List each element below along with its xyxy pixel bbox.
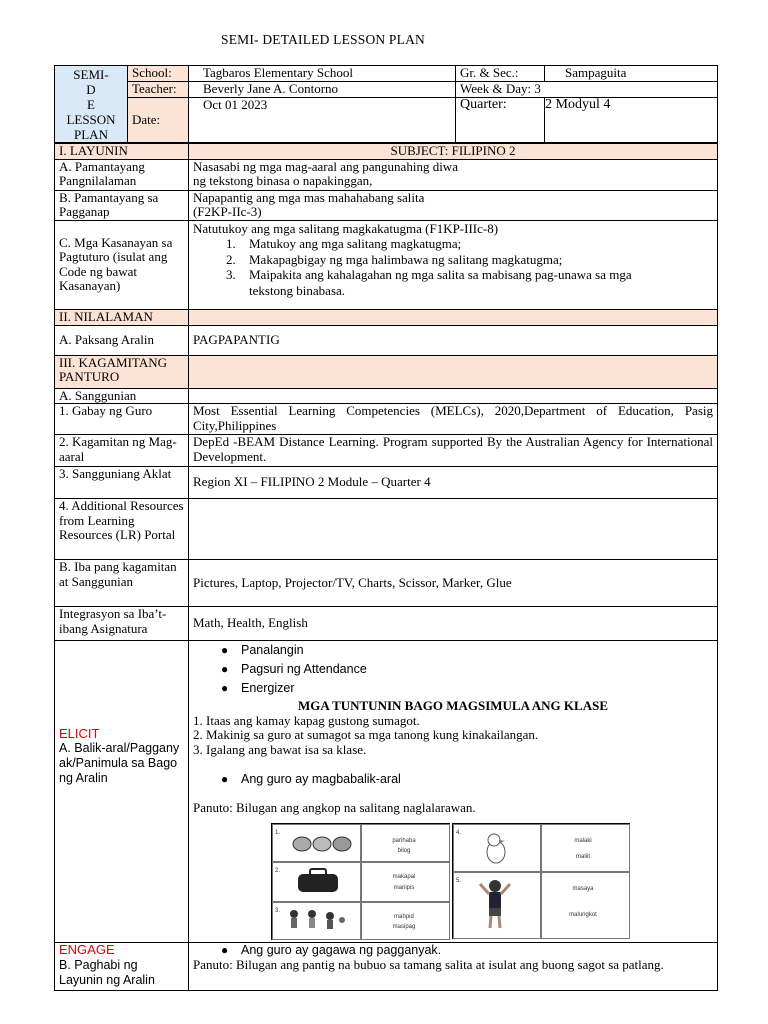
rules-heading: MGA TUNTUNIN BAGO MAGSIMULA ANG KLASE: [298, 698, 608, 713]
pagganap-label: B. Pamantayang sa Pagganap: [55, 190, 189, 220]
worksheet-number: 3.: [275, 908, 281, 914]
header-table: [54, 65, 718, 143]
subject-heading: SUBJECT: FILIPINO 2: [189, 144, 718, 160]
rule-line: 3. Igalang ang bawat isa sa klase.: [193, 741, 367, 757]
aklat-value: Region XI – FILIPINO 2 Module – Quarter 4: [189, 467, 718, 499]
aklat-label: 3. Sangguniang Aklat: [55, 467, 189, 499]
engage-content: [189, 943, 718, 991]
teacher-value: Beverly Jane A. Contorno: [189, 82, 456, 98]
paksa-value: PAGPAPANTIG: [189, 325, 718, 355]
bag-icon: [294, 868, 344, 894]
kasanayan-item: 1. Matukoy ang mga salitang magkatugma;: [239, 236, 713, 252]
worksheet-word: malungkot: [569, 912, 597, 918]
iba-value: Pictures, Laptop, Projector/TV, Charts, Scissor, Marker, Glue: [189, 560, 718, 607]
layunin-heading: I. LAYUNIN: [55, 144, 189, 160]
pangnilalaman-line: Nasasabi ng mga mag-aaral ang pangunahing diwa: [193, 159, 458, 174]
quarter-label: Quarter:: [456, 98, 545, 143]
worksheet-word: parihaba: [392, 838, 416, 844]
weekday-cell: [456, 82, 718, 98]
side-label-cell: [55, 66, 128, 143]
bullet-dot-icon: ●: [221, 772, 229, 786]
worksheet-word: maliit: [575, 854, 590, 860]
elicit-panuto: Panuto: Bilugan ang angkop na salitang naglalarawan.: [193, 800, 476, 815]
bullet-item: ● Ang guro ay magbabalik-aral: [241, 770, 713, 789]
teacher-label: Teacher:: [128, 82, 189, 98]
worksheet-word: mahpid: [394, 914, 414, 920]
bullet-dot-icon: ●: [221, 681, 229, 695]
kagamitan-heading: III. KAGAMITANG PANTURO: [55, 355, 189, 388]
weekday-value: 3: [534, 81, 541, 97]
worksheet-word: makapal: [392, 874, 416, 880]
kagamitan-heading-blank: [189, 355, 718, 388]
document-title: SEMI- DETAILED LESSON PLAN: [221, 32, 425, 47]
paksa-label: A. Paksang Aralin: [55, 325, 189, 355]
plates-icon: [292, 834, 352, 854]
nilalaman-heading-blank: [189, 309, 718, 325]
bullet-dot-icon: ●: [221, 943, 229, 957]
pagganap-line: (F2KP-IIc-3): [193, 204, 262, 219]
worksheet-word: masipag: [392, 924, 416, 930]
elicit-label-cell: [55, 641, 189, 943]
children-icon: [286, 908, 348, 932]
additional-value: [189, 499, 718, 560]
bullet-item: ● Ang guro ay gagawa ng pagganyak.: [221, 943, 442, 957]
worksheet-number: 1.: [275, 830, 281, 836]
side-label-line: LESSON: [66, 112, 116, 127]
bullet-dot-icon: ●: [221, 662, 229, 676]
side-label-line: PLAN: [74, 127, 108, 142]
worksheet-row: [540, 824, 630, 873]
date-label: Date:: [128, 98, 189, 143]
elicit-content: [189, 641, 718, 943]
kasanayan-label: C. Mga Kasanayan sa Pagtuturo (isulat ang Code ng bawat Kasanayan): [55, 220, 189, 309]
worksheet-number: 2.: [275, 868, 281, 874]
elicit-bullets: [193, 641, 713, 698]
worksheet-number: 4.: [456, 830, 462, 836]
integrasyon-label: Integrasyon sa Iba’t-ibang Asignatura: [55, 607, 189, 641]
worksheet-panel-right: [452, 823, 630, 939]
pangnilalaman-value: [189, 159, 718, 190]
grsec-label: Gr. & Sec.:: [456, 66, 545, 82]
bullet-item: ● Energizer: [241, 679, 713, 698]
rule-line: 2. Makinig sa guro at sumagot sa mga tanong kung kinakailangan.: [193, 727, 539, 742]
engage-label: B. Paghabi ng Layunin ng Aralin: [59, 957, 155, 987]
bullet-item: ● Panalangin: [241, 641, 713, 660]
worksheet-word: manipis: [393, 885, 415, 891]
worksheet-panel-left: [271, 823, 450, 940]
pagganap-line: Napapantig ang mga mas mahahabang salita: [193, 190, 425, 205]
additional-label: 4. Additional Resources from Learning Resources (LR) Portal: [55, 499, 189, 560]
kasanayan-item: 3. Maipakita ang kahalagahan ng mga salita sa mabisang pag-unawa sa mga tekstong binabasa.: [239, 267, 713, 298]
kasanayan-intro: Natutukoy ang mga salitang magkakatugma (F1KP-IIIc-8): [193, 220, 499, 236]
kasanayan-value: [189, 220, 718, 309]
bullet-item: ● Pagsuri ng Attendance: [241, 660, 713, 679]
gabay-label: 1. Gabay ng Guro: [55, 404, 189, 435]
rule-line: 1. Itaas ang kamay kapag gustong sumagot.: [193, 712, 420, 728]
quarter-value: 2 Modyul 4: [545, 98, 718, 143]
bullet-dot-icon: ●: [221, 643, 229, 657]
school-label: School:: [128, 66, 189, 82]
engage-label-cell: [55, 943, 189, 991]
side-label-line: D: [86, 82, 96, 97]
iba-label: B. Iba pang kagamitan at Sanggunian: [55, 560, 189, 607]
nilalaman-heading: II. NILALAMAN: [55, 309, 189, 325]
grsec-value: Sampaguita: [545, 66, 718, 82]
kasanayan-list: [193, 236, 713, 298]
sanggunian-blank: [189, 388, 718, 404]
integrasyon-value: Math, Health, English: [189, 607, 718, 641]
engage-panuto: Panuto: Bilugan ang pantig na bubuo sa tamang salita at isulat ang buong sagot sa patlang.: [193, 957, 664, 972]
lesson-plan-table: [54, 143, 718, 991]
kasanayan-item: 2. Makapagbigay ng mga halimbawa ng salitang magkatugma;: [239, 252, 713, 268]
school-value: Tagbaros Elementary School: [189, 66, 456, 82]
worksheet-word: malaki: [574, 838, 592, 844]
magaaral-label: 2. Kagamitan ng Mag-aaral: [55, 435, 189, 467]
worksheet-word: masaya: [572, 886, 594, 892]
pagganap-value: [189, 190, 718, 220]
review-bullets: [193, 770, 713, 789]
engage-tag: ENGAGE: [59, 942, 115, 957]
elicit-label: A. Balik-aral/Pagganyak/Panimula sa Bagong Aralin: [59, 741, 180, 786]
gabay-value: Most Essential Learning Competencies (MELCs), 2020,Department of Education, Pasig City,Philippines: [189, 404, 718, 435]
weekday-label: Week & Day:: [460, 81, 532, 97]
worksheet-word: bilog: [397, 848, 411, 854]
boy-icon: [477, 878, 513, 932]
sanggunian-label: A. Sanggunian: [55, 388, 189, 404]
side-label-line: E: [87, 97, 95, 112]
engage-bullets: [193, 943, 713, 958]
chick-icon: [481, 832, 511, 866]
pangnilalaman-line: ng tekstong binasa o napakinggan,: [193, 173, 373, 188]
date-value: Oct 01 2023: [189, 98, 456, 143]
magaaral-value: DepEd -BEAM Distance Learning. Program supported By the Australian Agency for International Development.: [189, 435, 718, 467]
pangnilalaman-label: A. Pamantayang Pangnilalaman: [55, 159, 189, 190]
elicit-tag: ELICIT: [59, 725, 100, 741]
worksheet-number: 5.: [456, 878, 462, 884]
side-label-line: SEMI-: [73, 67, 109, 82]
